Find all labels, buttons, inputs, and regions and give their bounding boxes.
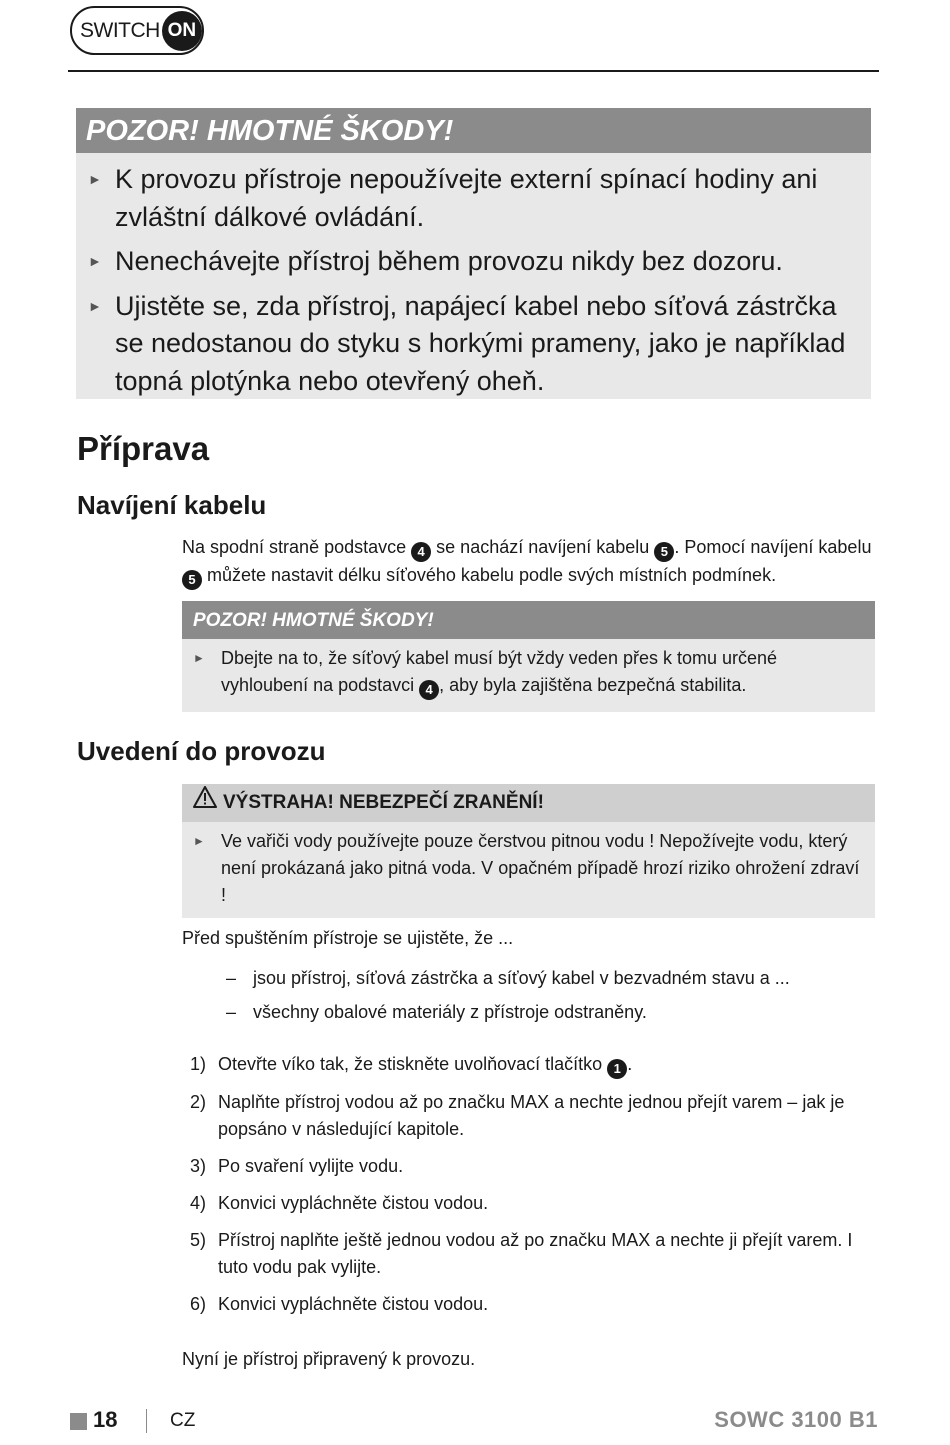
- subsection-title-startup: Uvedení do provozu: [77, 736, 326, 766]
- brand-logo: [70, 6, 204, 55]
- warning-title-row: [182, 784, 875, 822]
- header-divider: [68, 70, 879, 72]
- number-badge: 1: [607, 1059, 627, 1079]
- number-badge: 4: [411, 542, 431, 562]
- step-item: 4) Konvici vypláchněte čistou vodou.: [190, 1193, 489, 1213]
- number-badge: 5: [654, 542, 674, 562]
- warning-item: ► Ve vařiči vody používejte pouze čerstvou pitnou vodu ! Nepožívejte vodu, který není prokázaná jako pitná voda. V opačném případě hrozí riziko ohrožení zdraví !: [193, 828, 863, 909]
- warning-title: POZOR! HMOTNÉ ŠKODY!: [76, 108, 871, 153]
- arrow-bullet-icon: ►: [88, 253, 102, 269]
- section-title: Příprava: [77, 430, 210, 467]
- footer-square-icon: [70, 1413, 87, 1430]
- warning-box-cable: [182, 601, 875, 712]
- startup-outro: Nyní je přístroj připravený k provozu.: [182, 1349, 476, 1369]
- warning-item: ► Dbejte na to, že síťový kabel musí být vždy veden přes k tomu určené vyhloubení na podstavci 4 , aby byla zajištěna bezpečná stabilita.: [193, 645, 863, 700]
- cable-paragraph: Na spodní straně podstavce 4 se nachází navíjení kabelu 5 . Pomocí navíjení kabelu 5 můžete nastavit délku síťového kabelu podle svých místních podmínek.: [182, 534, 872, 590]
- arrow-bullet-icon: ►: [88, 171, 102, 187]
- warning-list: [76, 153, 871, 400]
- arrow-bullet-icon: ►: [88, 297, 102, 314]
- logo-text: SWITCH: [80, 18, 160, 42]
- model-number: SOWC 3100 B1: [714, 1407, 878, 1432]
- number-badge: 5: [182, 570, 202, 590]
- arrow-bullet-icon: ►: [193, 651, 205, 665]
- step-item: 5) Přístroj naplňte ještě jednou vodou až po značku MAX a nechte ji přejít varem. I tuto vodu pak vylijte.: [190, 1230, 853, 1277]
- list-item: – všechny obalové materiály z přístroje odstraněny.: [226, 1002, 647, 1022]
- footer-divider: [146, 1409, 147, 1433]
- warning-title: VÝSTRAHA! NEBEZPEČÍ ZRANĚNÍ!: [223, 792, 544, 813]
- warning-item: ► K provozu přístroje nepoužívejte externí spínací hodiny ani zvláštní dálkové ovládání.: [88, 161, 853, 236]
- warning-box-injury: [182, 784, 875, 918]
- check-list: [226, 965, 790, 1033]
- step-item: 6) Konvici vypláchněte čistou vodou.: [190, 1294, 489, 1314]
- number-badge: 4: [419, 680, 439, 700]
- subsection-title-cable: Navíjení kabelu: [77, 490, 267, 520]
- warning-item: ► Ujistěte se, zda přístroj, napájecí kabel nebo síťová zástrčka se nedostanou do styku s horkými prameny, jako je například topná plotýnka nebo otevřený oheň.: [88, 288, 853, 401]
- page-number: 18: [93, 1407, 118, 1432]
- list-item: – jsou přístroj, síťová zástrčka a síťový kabel v bezvadném stavu a ...: [226, 968, 790, 988]
- warning-box-property-damage: [76, 108, 871, 399]
- language-code: CZ: [170, 1410, 196, 1431]
- warning-triangle-icon: [193, 783, 217, 823]
- power-icon: ON: [162, 11, 202, 51]
- steps-list: [188, 1051, 868, 1328]
- arrow-bullet-icon: ►: [193, 834, 205, 848]
- warning-title: POZOR! HMOTNÉ ŠKODY!: [182, 601, 875, 639]
- step-item: 3) Po svaření vylijte vodu.: [190, 1156, 404, 1176]
- startup-intro: Před spuštěním přístroje se ujistěte, že ...: [182, 928, 514, 948]
- warning-item: ► Nenechávejte přístroj během provozu nikdy bez dozoru.: [88, 243, 853, 281]
- step-item: 2) Naplňte přístroj vodou až po značku MAX a nechte jednou přejít varem – jak je popsáno v následující kapitole.: [190, 1092, 845, 1139]
- step-item: 1) Otevřte víko tak, že stiskněte uvolňovací tlačítko 1 .: [188, 1051, 868, 1079]
